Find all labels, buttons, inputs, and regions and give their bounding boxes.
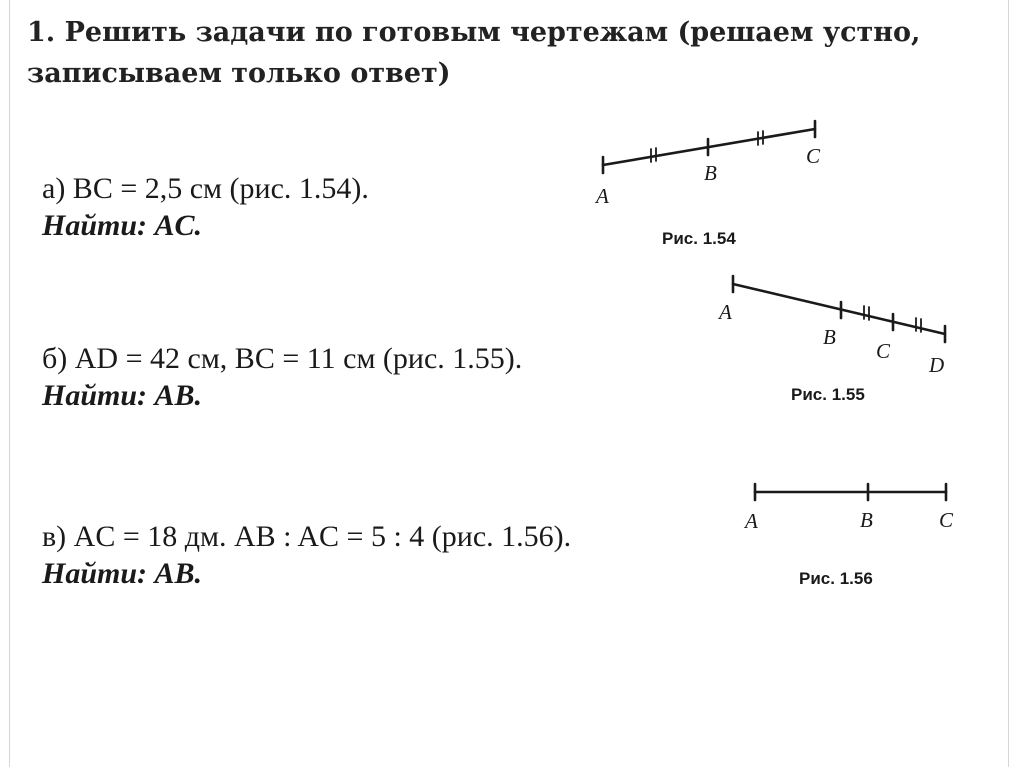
task-b [42, 340, 522, 414]
task-c-find: Найти: AB. [42, 557, 203, 590]
label-b-1-54: B [704, 161, 717, 185]
task-a-find: Найти: AC. [42, 209, 203, 242]
task-a [42, 170, 369, 244]
caption-1-54: Рис. 1.54 [662, 229, 736, 248]
task-b-condition: б) AD = 42 см, BC = 11 см (рис. 1.55). [42, 342, 523, 375]
label-a-1-55: A [719, 300, 732, 324]
caption-1-55: Рис. 1.55 [791, 385, 865, 404]
task-c [42, 518, 571, 592]
task-b-find: Найти: AB. [42, 379, 203, 412]
caption-1-56: Рис. 1.56 [799, 569, 873, 588]
label-d-1-55: D [929, 353, 945, 377]
task-c-condition: в) AC = 18 дм. AB : AC = 5 : 4 (рис. 1.56). [42, 520, 572, 553]
label-b-1-56: B [860, 508, 873, 532]
label-a-1-56: A [745, 509, 758, 533]
task-a-condition: а) BC = 2,5 см (рис. 1.54). [42, 172, 369, 205]
label-b-1-55: B [823, 325, 836, 349]
label-c-1-56: C [939, 508, 954, 532]
label-a-1-54: A [596, 184, 609, 208]
page-title: 1. Решить задачи по готовым чертежам (решаем устно, записываем только ответ) [27, 17, 921, 89]
label-c-1-54: C [806, 144, 821, 168]
label-c-1-55: C [876, 339, 891, 363]
